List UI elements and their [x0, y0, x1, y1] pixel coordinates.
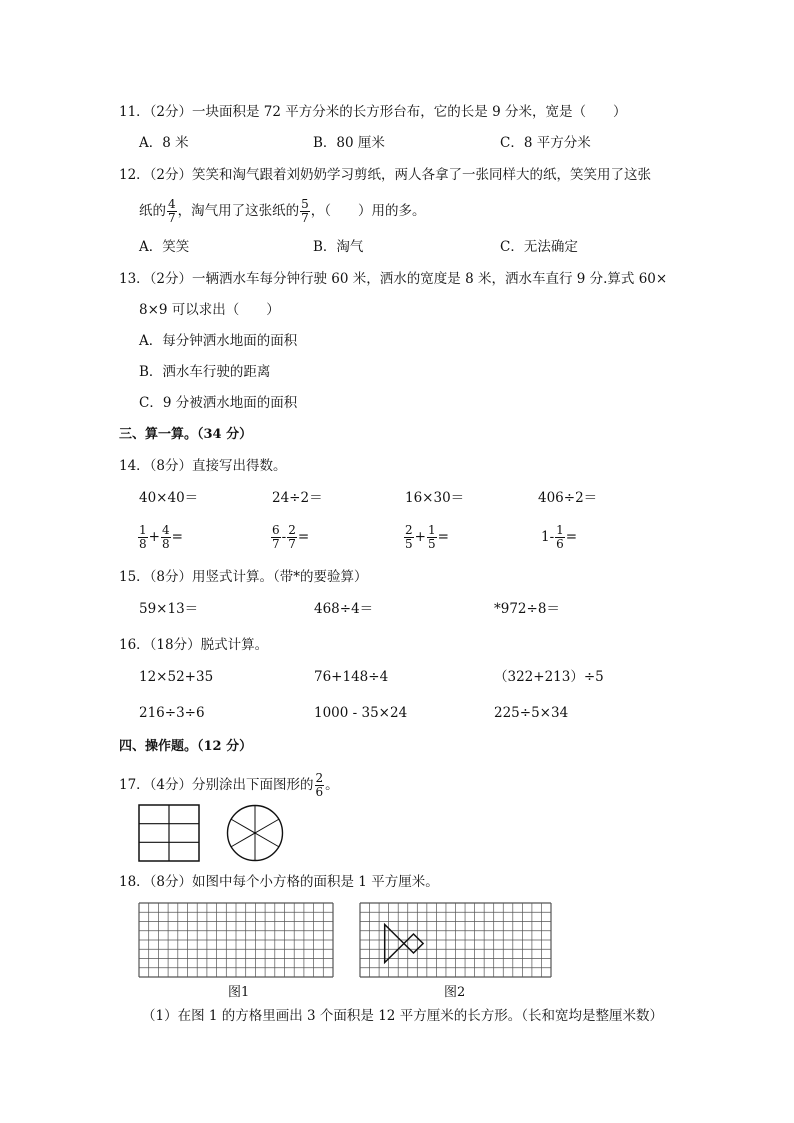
operator: - — [281, 529, 287, 545]
denominator: 6 — [315, 785, 324, 799]
q14-e2-frac-a — [271, 524, 281, 551]
q12-line1: 12．（2分）笑笑和淘气跟着刘奶奶学习剪纸，两人各拿了一张同样大的纸，笑笑用了这张 — [119, 167, 652, 183]
q14-e3-frac-b — [427, 524, 437, 551]
q12-frac2-denominator: 7 — [301, 211, 309, 225]
q14-item-2: 24÷2＝ — [272, 490, 323, 506]
q13-option-a: A．每分钟洒水地面的面积 — [139, 333, 298, 349]
q14-fraction-expr-1 — [137, 520, 183, 554]
q12-fraction-2 — [300, 198, 310, 225]
q15-item-2: 468÷4＝ — [314, 601, 374, 617]
q18-figure-2-caption: 图2 — [444, 985, 466, 1000]
q12-fraction-1 — [167, 198, 177, 225]
q18-stem: 18．（8分）如图中每个小方格的面积是 1 平方厘米。 — [119, 874, 439, 890]
q16-item-2: 76+148÷4 — [314, 669, 389, 685]
operator: + — [148, 529, 160, 545]
q17-rectangle-figure — [138, 804, 200, 862]
denominator: 5 — [427, 537, 436, 551]
q14-stem: 14．（8分）直接写出得数。 — [119, 458, 287, 474]
q12-text-a: 纸的 — [139, 203, 166, 219]
q14-fraction-expr-3 — [403, 520, 449, 554]
grid-lines — [360, 903, 551, 977]
q12-frac1-numerator: 4 — [168, 197, 176, 211]
q12-option-a: A．笑笑 — [139, 239, 190, 255]
q16-item-4: 216÷3÷6 — [139, 705, 205, 721]
numerator: 4 — [161, 523, 170, 537]
q14-fraction-expr-4 — [541, 520, 577, 554]
q12-frac1-denominator: 7 — [168, 211, 176, 225]
q12-option-b: B．淘气 — [313, 239, 364, 255]
numerator: 2 — [288, 523, 296, 537]
q17-text-b: 。 — [325, 777, 339, 793]
q12-text-c: ，（ ）用的多。 — [310, 203, 426, 219]
section-4-heading: 四、操作题。（12 分） — [119, 739, 253, 754]
q18-grid-figure-1 — [138, 902, 334, 978]
equals-sign: = — [437, 529, 449, 545]
q16-item-1: 12×52+35 — [139, 669, 214, 685]
q18-figure-1-caption: 图1 — [228, 985, 250, 1000]
q15-stem: 15．（8分）用竖式计算。（带*的要验算） — [119, 569, 368, 585]
q13-option-b: B．洒水车行驶的距离 — [139, 364, 271, 380]
q11-stem: 11．（2分）一块面积是 72 平方分米的长方形台布，它的长是 9 分米，宽是（ ） — [119, 104, 627, 120]
q17-text-a: 17．（4分）分别涂出下面图形的 — [119, 777, 314, 793]
q14-e3-frac-a — [404, 524, 414, 551]
q16-item-5: 1000 - 35×24 — [314, 705, 408, 721]
q14-item-4: 406÷2＝ — [538, 490, 598, 506]
denominator: 7 — [272, 537, 280, 551]
section-3-heading: 三、算一算。（34 分） — [119, 427, 253, 442]
q17-fraction — [315, 772, 325, 799]
q14-e2-frac-b — [287, 524, 297, 551]
whole-number-part: 1- — [541, 529, 555, 545]
denominator: 8 — [161, 537, 170, 551]
q17-circle-figure — [226, 804, 284, 862]
q13-option-c: C．9 分被洒水地面的面积 — [139, 395, 298, 411]
q17-stem — [119, 768, 339, 802]
equals-sign: = — [565, 529, 578, 545]
q11-option-c: C．8 平方分米 — [500, 135, 591, 151]
denominator: 8 — [139, 537, 147, 551]
equals-sign: = — [297, 529, 310, 545]
q14-e1-frac-b — [161, 524, 171, 551]
operator: + — [414, 529, 426, 545]
q14-e4-frac-b — [555, 524, 565, 551]
numerator: 1 — [427, 523, 436, 537]
q14-item-1: 40×40＝ — [139, 490, 199, 506]
denominator: 7 — [288, 537, 296, 551]
q13-line1: 13．（2分）一辆洒水车每分钟行驶 60 米，洒水的宽度是 8 米，洒水车直行 9 分.算式 60× — [119, 271, 668, 287]
numerator: 1 — [556, 523, 564, 537]
equals-sign: = — [171, 529, 183, 545]
denominator: 5 — [405, 537, 413, 551]
q11-option-b: B．80 厘米 — [313, 135, 385, 151]
numerator: 1 — [139, 523, 147, 537]
numerator: 2 — [315, 771, 324, 785]
q12-option-c: C．无法确定 — [500, 239, 578, 255]
q14-fraction-expr-2 — [270, 520, 309, 554]
q15-item-3: *972÷8＝ — [494, 601, 560, 617]
q18-grid-figure-2 — [359, 902, 552, 978]
q12-text-b: ，淘气用了这张纸的 — [177, 203, 300, 219]
q16-stem: 16．（18分）脱式计算。 — [119, 637, 269, 653]
q14-e1-frac-a — [138, 524, 148, 551]
q16-item-3: （322+213）÷5 — [494, 669, 604, 685]
q15-item-1: 59×13＝ — [139, 601, 199, 617]
numerator: 6 — [272, 523, 280, 537]
q14-item-3: 16×30＝ — [405, 490, 465, 506]
q18-sub-question-1: （1）在图 1 的方格里画出 3 个面积是 12 平方厘米的长方形。（长和宽均是整厘米数） — [142, 1008, 663, 1024]
numerator: 2 — [405, 523, 413, 537]
q12-line2 — [139, 196, 426, 226]
q16-item-6: 225÷5×34 — [494, 705, 569, 721]
q12-frac2-numerator: 5 — [301, 197, 309, 211]
q13-line2: 8×9 可以求出（ ） — [139, 302, 280, 318]
q11-option-a: A．8 米 — [139, 135, 189, 151]
denominator: 6 — [556, 537, 564, 551]
